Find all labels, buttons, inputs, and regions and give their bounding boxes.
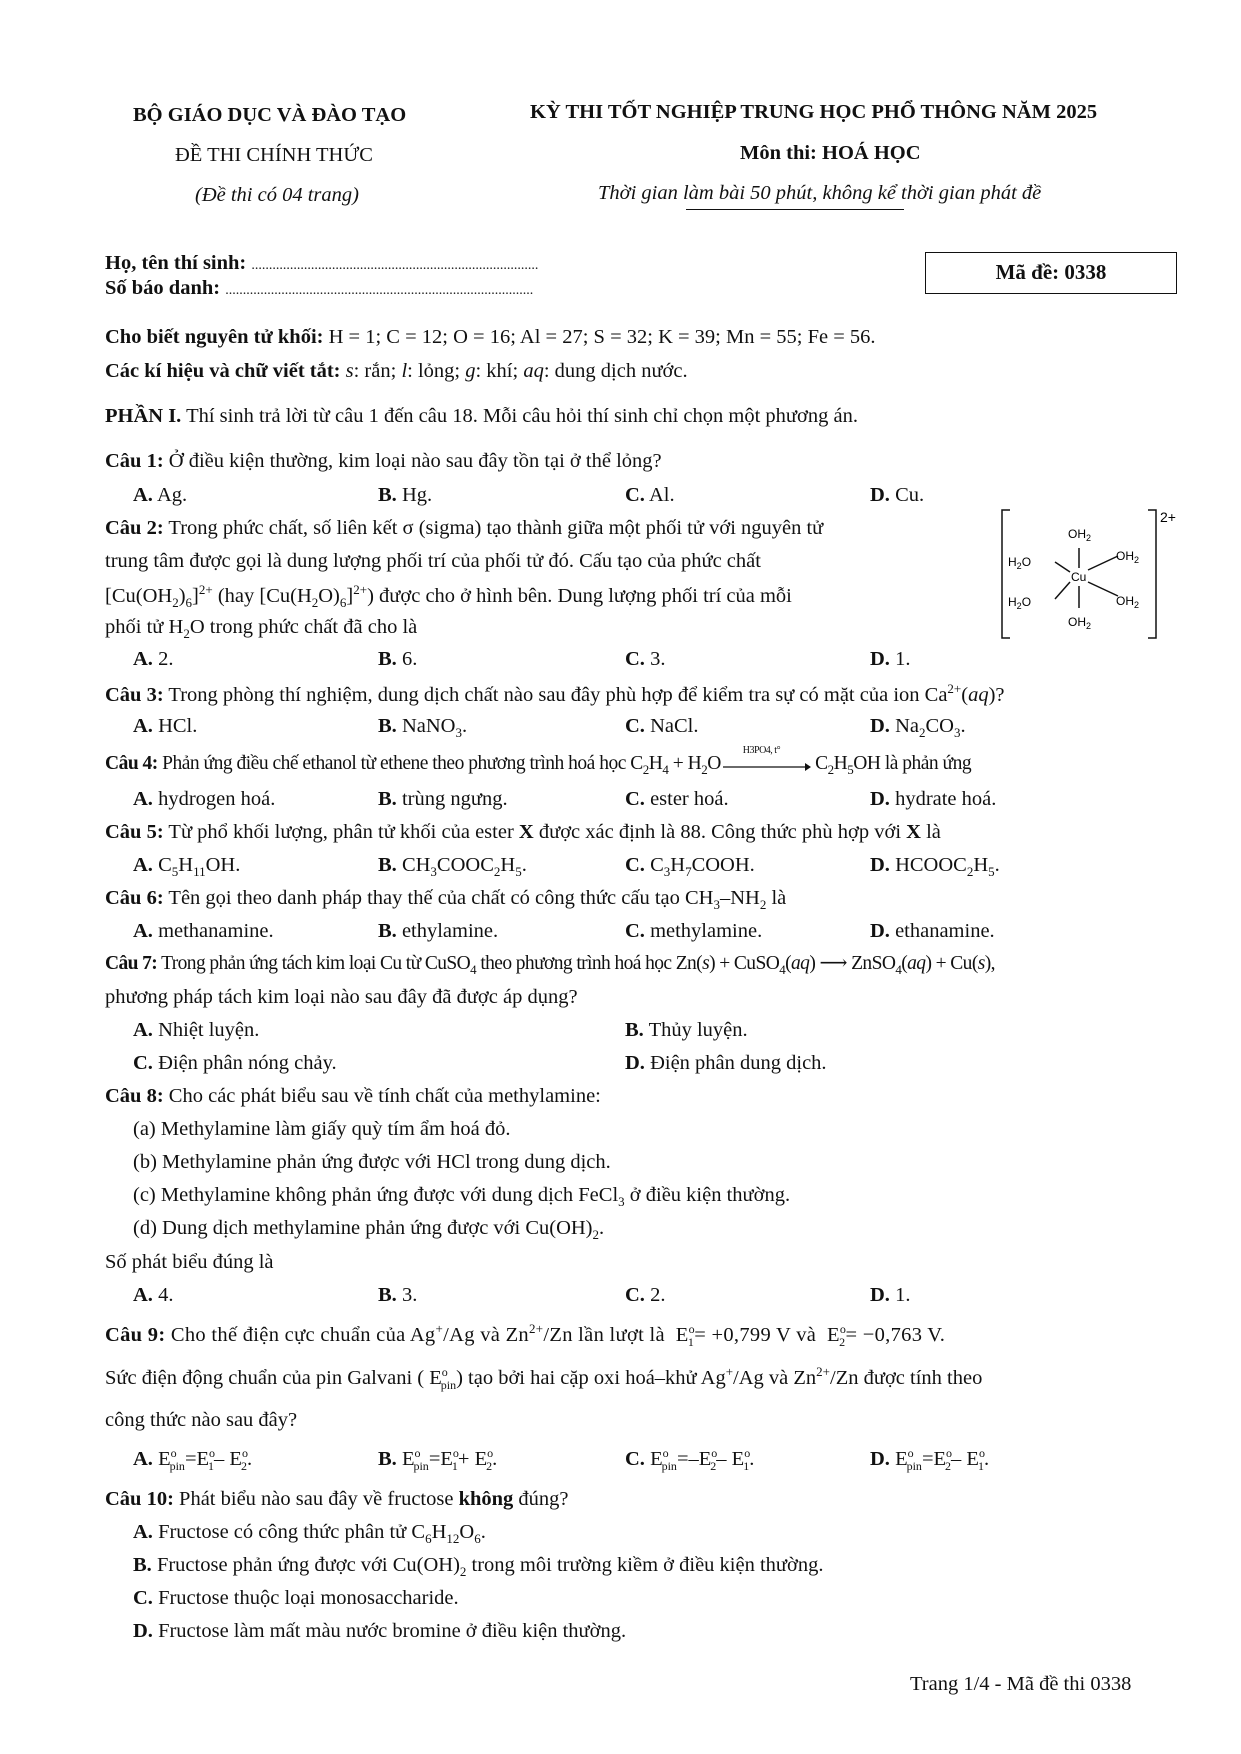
abbr-label: Các kí hiệu và chữ viết tắt: (105, 360, 341, 382)
q9-l2c: /Ag và Zn (733, 1366, 817, 1389)
q6-a-text: methanamine. (158, 920, 274, 942)
q1-a-text: Ag. (156, 484, 188, 506)
q8-d2: . (599, 1217, 605, 1239)
q2-l3k: ] (346, 584, 354, 607)
q9-l2d: /Zn được tính theo (830, 1366, 983, 1389)
q3-d-sub1: 2 (918, 725, 926, 741)
q6-label: Câu 6: (105, 887, 164, 909)
abbr-l-text: : lỏng; (407, 360, 466, 382)
question-3: Câu 3: Trong phòng thí nghiệm, dung dịch chất nào sau đây phù hợp để kiểm tra sự có mặt của ion $Ca^{2+}(aq)$? (105, 681, 1005, 706)
q7-text: Trong phản ứng tách kim loại Cu từ CuSO (157, 953, 471, 974)
question-9-line1: Câu 9: Cho thế điện cực chuẩn của Ag+/Ag và $Zn^{2+}/Zn$ lần lượt là $E^o_1= +0,799$ V và $E^o_2= -0,763$ V. (105, 1321, 946, 1349)
q3-d-text: Na (895, 715, 919, 737)
abbr-aq-text: : dung dịch nước. (543, 360, 688, 382)
q2-l3d: 6 (185, 594, 193, 610)
abbr-g-text: : khí; (475, 360, 524, 382)
q1-text: Ở điều kiện thường, kim loại nào sau đây tồn tại ở thể lỏng? (163, 450, 662, 472)
q6-c-text: methylamine. (650, 920, 763, 942)
q4-label: Câu 4: (105, 753, 158, 774)
q8-b-text: 3. (401, 1284, 418, 1306)
candidate-id (105, 276, 533, 301)
time-line: Thời gian làm bài 50 phút, không kể thời gian phát đề (598, 182, 1042, 204)
q2-l4c: O trong phức chất đã cho là (189, 616, 418, 638)
part1-text: Thí sinh trả lời từ câu 1 đến câu 18. Mỗi câu hỏi thí sinh chỉ chọn một phương án. (181, 405, 858, 427)
q10-d-text: Fructose làm mất màu nước bromine ở điều kiện thường. (158, 1620, 627, 1642)
q4-option-a: A. hydrogen hoá. (133, 788, 276, 810)
q2-option-c: C. 3. (625, 648, 666, 670)
q1-option-b: B. Hg. (378, 484, 433, 506)
fig-charge: 2+ (1160, 509, 1176, 525)
q10-end: đúng? (513, 1488, 569, 1510)
q10-label: Câu 10: (105, 1488, 174, 1510)
id-label: Số báo danh: (105, 277, 221, 299)
atomic-values: H = 1; C = 12; O = 16; Al = 27; S = 32; K = 39; Mn = 55; Fe = 56. (323, 326, 876, 348)
q8-ask: Số phát biểu đúng là (105, 1251, 274, 1273)
q2-l3l: 2+ (353, 582, 368, 597)
q10-a-end: . (480, 1521, 486, 1543)
q3-d-mid: CO (925, 715, 954, 737)
q3-b-text: NaNO (401, 715, 456, 737)
q4-condition: H3PO4, t° (742, 745, 781, 756)
q10-a-sub2: 12 (446, 1531, 460, 1547)
q2-option-b: B. 6. (378, 648, 418, 670)
q2-l3b: 2 (172, 594, 179, 610)
q9-l2b: ) tạo bởi hai cặp oxi hoá–khử Ag (456, 1366, 726, 1389)
fig-right-bottom-ligand: $OH_2$ (1116, 594, 1140, 610)
q1-option-d: D. Cu. (870, 484, 925, 506)
q9-e2: −0,763 V (862, 1323, 940, 1346)
q8-option-c: C. 2. (625, 1284, 666, 1306)
fig-top-ligand: $OH_2$ (1068, 527, 1092, 543)
q5-text3: là (920, 821, 941, 843)
q8-option-a: A. 4. (133, 1284, 174, 1306)
q5-option-c: C. $C_3H_7COOH$. (625, 854, 755, 880)
q1-label: Câu 1: (105, 450, 164, 472)
q8-statement-c (133, 1183, 790, 1210)
q5-option-a: A. $C_5H_{11}OH$. (133, 854, 241, 880)
q9-line3: công thức nào sau đây? (105, 1409, 298, 1431)
abbr-g: g (465, 360, 476, 382)
q2-l3a: [Cu(OH (105, 584, 173, 607)
q6-option-b: B. ethylamine. (378, 920, 499, 942)
q2-a-text: 2. (158, 648, 174, 670)
q8-d-sub: 2 (592, 1227, 600, 1243)
q2-line3 (105, 582, 792, 611)
atomic-mass-line (105, 325, 876, 350)
q7-a-text: Nhiệt luyện. (158, 1019, 260, 1041)
q2-l3m: ) được cho ở hình bên. Dung lượng phối trí của mỗi (367, 584, 792, 607)
question-4: Câu 4: Phản ứng điều chế ethanol từ ethene theo phương trình hoá học $C_2H_4 + H_2O$ H3PO4, t° $C_2H_5OH$ là phản ứng (105, 745, 972, 777)
part1-label: PHẦN I. (105, 405, 182, 427)
q10-c-text: Fructose thuộc loại monosaccharide. (158, 1587, 459, 1609)
q9-e1: +0,799 V (711, 1323, 791, 1346)
time-underline (686, 209, 904, 210)
q6-d-text: ethanamine. (895, 920, 995, 942)
q1-option-c: C. Al. (625, 484, 675, 506)
q1-option-a: A. Ag. (133, 484, 188, 506)
q7-option-d: D. Điện phân dung dịch. (625, 1052, 827, 1074)
q5-x: X (518, 821, 534, 843)
fig-right-top-ligand: $OH_2$ (1116, 549, 1140, 565)
q2-label: Câu 2: (105, 517, 164, 539)
q6-text: Tên gọi theo danh pháp thay thế của chất có công thức cấu tạo CH (163, 887, 714, 909)
q10-a-mid2: O (459, 1521, 475, 1543)
q9-option-c: C. $E^o_{pin}=-E^o_2-$ $E^o_1$. (625, 1446, 755, 1473)
part1-instruction (105, 404, 858, 429)
fig-bottom-ligand: $OH_2$ (1068, 615, 1092, 631)
q5-option-b: B. $CH_3COOC_2H_5$. (378, 854, 527, 880)
q4-option-d: D. hydrate hoá. (870, 788, 997, 810)
question-6: Câu 6: Tên gọi theo danh pháp thay thế của chất có công thức cấu tạo $CH_3-NH_2$ là (105, 887, 787, 913)
q2-l1: Trong phức chất, số liên kết σ (sigma) tạo thành giữa một phối tử với nguyên tử (163, 517, 824, 539)
q2-l4b: 2 (183, 626, 190, 642)
q8-c2: ở điều kiện thường. (624, 1184, 791, 1206)
q2-line2: trung tâm được gọi là dung lượng phối trí của phối tử đó. Cấu tạo của phức chất (105, 550, 761, 572)
q3-b-sub: 3 (455, 725, 462, 741)
q4-d-text: hydrate hoá. (895, 788, 997, 810)
q4-option-c: C. ester hoá. (625, 788, 729, 810)
q8-label: Câu 8: (105, 1085, 164, 1107)
exam-code-box: Mã đề: 0338 (925, 252, 1177, 294)
q3-c-text: NaCl. (650, 715, 699, 737)
q7-option-c: C. Điện phân nóng chảy. (133, 1052, 337, 1074)
q3-end: )? (988, 683, 1005, 706)
q2-d-text: 1. (895, 648, 911, 670)
page-count: (Đề thi có 04 trang) (195, 184, 359, 206)
question-2-line1 (105, 516, 823, 541)
q5-label: Câu 5: (105, 821, 164, 843)
q9-option-a: A. $E^o_{pin}=E^o_1-$ $E^o_2$. (133, 1446, 253, 1473)
q3-sup: 2+ (947, 681, 962, 696)
q2-option-a: A. 2. (133, 648, 174, 670)
question-7: Câu 7: Trong phản ứng tách kim loại Cu từ CuSO$_4$ theo phương trình hoá học Zn(s) + CuSO$_4$(aq) ⟶ ZnSO$_4$(aq) + Cu(s), (105, 953, 995, 977)
q2-b-text: 6. (401, 648, 418, 670)
q10-option-c: C. Fructose thuộc loại monosaccharide. (133, 1587, 459, 1609)
q5-x2: X (906, 821, 921, 843)
q3-option-c: C. NaCl. (625, 715, 699, 737)
q10-b-sub: 2 (459, 1564, 467, 1580)
q4-option-b: B. trùng ngưng. (378, 788, 508, 810)
q9-l1: Cho thế điện cực chuẩn của Ag (165, 1323, 436, 1346)
question-1 (105, 449, 662, 474)
q8-c1: (c) Methylamine không phản ứng được với dung dịch FeCl (133, 1184, 619, 1206)
q8-option-b: B. 3. (378, 1284, 418, 1306)
q5-option-d: D. $HCOOC_2H_5$. (870, 854, 1000, 880)
q10-option-b: B. Fructose phản ứng được với $Cu(OH)_2$ trong môi trường kiềm ở điều kiện thường. (133, 1554, 824, 1580)
q4-a-text: hydrogen hoá. (158, 788, 276, 810)
abbr-l: l (401, 360, 408, 382)
q8-option-d: D. 1. (870, 1284, 911, 1306)
name-dots: .................................................................................. (251, 258, 539, 273)
q6-option-d: D. ethanamine. (870, 920, 995, 942)
q2-l3e: ] (192, 584, 199, 607)
q5-text2: được xác định là 88. Công thức phù hợp với (533, 821, 907, 843)
q4-b-text: trùng ngưng. (401, 788, 508, 810)
q10-option-d: D. Fructose làm mất màu nước bromine ở điều kiện thường. (133, 1620, 627, 1642)
q4-c-text: ester hoá. (650, 788, 729, 810)
q6-option-c: C. methylamine. (625, 920, 763, 942)
q7-line2: phương pháp tách kim loại nào sau đây đã được áp dụng? (105, 986, 578, 1008)
subject-line: Môn thi: HOÁ HỌC (740, 142, 921, 164)
q7-d-text: Điện phân dung dịch. (650, 1052, 827, 1074)
q9-option-d: D. $E^o_{pin}=E^o_2-$ $E^o_1$. (870, 1446, 990, 1473)
q2-l3g: (hay [Cu(H (212, 584, 312, 607)
fig-left-bottom-ligand: $H_2O$ (1008, 595, 1032, 611)
q8-c-sub: 3 (618, 1194, 625, 1210)
abbreviation-line (105, 359, 688, 384)
fig-center-atom: Cu (1071, 570, 1087, 584)
atomic-label: Cho biết nguyên tử khối: (105, 326, 324, 348)
official-label: ĐỀ THI CHÍNH THỨC (175, 144, 373, 166)
q8-c-text: 2. (650, 1284, 666, 1306)
q3-option-b: B. NaNO$_3$. (378, 715, 468, 741)
q8-d-text: 1. (895, 1284, 911, 1306)
q8-statement-a: (a) Methylamine làm giấy quỳ tím ẩm hoá đỏ. (133, 1118, 511, 1140)
q9-l2a: Sức điện động chuẩn của pin Galvani ( (105, 1366, 425, 1389)
q2-option-d: D. 1. (870, 648, 911, 670)
q2-l3c: ) (178, 584, 186, 607)
q8-text: Cho các phát biểu sau về tính chất của methylamine: (163, 1085, 601, 1107)
abbr-s: s (345, 360, 354, 382)
q8-statement-d (133, 1216, 604, 1243)
q2-c-text: 3. (650, 648, 666, 670)
q3-option-a: A. HCl. (133, 715, 198, 737)
q7-b-text: Thủy luyện. (648, 1019, 748, 1041)
q10-b1: Fructose phản ứng được với Cu(OH) (156, 1554, 460, 1576)
q10-a-mid: H (431, 1521, 447, 1543)
exam-title: KỲ THI TỐT NGHIỆP TRUNG HỌC PHỔ THÔNG NĂM 2025 (530, 101, 1098, 123)
q10-option-a: A. Fructose có công thức phân tử $C_6H_{12}O_6$. (133, 1521, 486, 1547)
q3-aq: aq (968, 683, 989, 706)
question-8 (105, 1084, 601, 1109)
q3-option-d: D. $Na_2CO_3$. (870, 715, 966, 741)
q1-c-text: Al. (648, 484, 675, 506)
q1-d-text: Cu. (895, 484, 925, 506)
q2-l3j: 6 (339, 594, 347, 610)
q9-line2: Sức điện động chuẩn của pin Galvani ( $E^o_{pin}$) tạo bởi hai cặp oxi hoá–khử Ag+/Ag và $Zn^{2+}/Zn$ được tính theo (105, 1364, 983, 1392)
q7-option-a: A. Nhiệt luyện. (133, 1019, 260, 1041)
q6-option-a: A. methanamine. (133, 920, 274, 942)
q1-b-text: Hg. (401, 484, 433, 506)
q7-option-b: B. Thủy luyện. (625, 1019, 748, 1041)
complex-structure-figure (1000, 508, 1190, 644)
abbr-s-text: : rắn; (353, 360, 402, 382)
q5-text: Từ phổ khối lượng, phân tử khối của ester (163, 821, 519, 843)
q8-statement-b: (b) Methylamine phản ứng được với HCl trong dung dịch. (133, 1151, 611, 1173)
question-10 (105, 1487, 569, 1512)
q10-a-sub1: 6 (425, 1531, 432, 1547)
q2-line4 (105, 615, 417, 642)
q10-bold: không (458, 1488, 514, 1510)
q3-label: Câu 3: (105, 683, 164, 706)
q4-text: Phản ứng điều chế ethanol từ ethene theo phương trình hoá học C (157, 753, 643, 774)
candidate-name (105, 251, 538, 276)
id-dots: ........................................................................................ (225, 283, 534, 298)
q8-d1: (d) Dung dịch methylamine phản ứng được với Cu(OH) (133, 1217, 593, 1239)
q6-b-text: ethylamine. (401, 920, 499, 942)
q9-label: Câu 9: (105, 1323, 166, 1346)
page-footer: Trang 1/4 - Mã đề thi 0338 (910, 1673, 1132, 1695)
abbr-aq: aq (523, 360, 544, 382)
q10-text: Phát biểu nào sau đây về fructose (173, 1488, 459, 1510)
q3-d-sub2: 3 (953, 725, 961, 741)
q3-a-text: HCl. (158, 715, 198, 737)
q3-text: Trong phòng thí nghiệm, dung dịch chất nào sau đây phù hợp để kiểm tra sự có mặt của ion Ca (163, 683, 948, 706)
q2-l3f: 2+ (198, 582, 213, 597)
q4-arrow (721, 745, 811, 769)
q2-l3h: 2 (311, 594, 319, 610)
q2-l3i: O) (318, 584, 340, 607)
ministry-name: BỘ GIÁO DỤC VÀ ĐÀO TẠO (133, 104, 407, 126)
q10-a1: Fructose có công thức phân tử C (158, 1521, 426, 1543)
q8-a-text: 4. (158, 1284, 174, 1306)
q7-c-text: Điện phân nóng chảy. (158, 1052, 337, 1074)
question-5 (105, 820, 941, 845)
name-label: Họ, tên thí sinh: (105, 252, 247, 274)
fig-left-top-ligand: $H_2O$ (1008, 555, 1032, 571)
q10-b2: trong môi trường kiềm ở điều kiện thường. (466, 1554, 824, 1576)
q4-end: là phản ứng (880, 753, 972, 774)
q7-label: Câu 7: (105, 953, 158, 974)
q2-l4a: phối tử H (105, 616, 184, 638)
q10-a-sub3: 6 (474, 1531, 481, 1547)
q9-option-b: B. $E^o_{pin}=E^o_1+ E^o_2$. (378, 1446, 498, 1473)
